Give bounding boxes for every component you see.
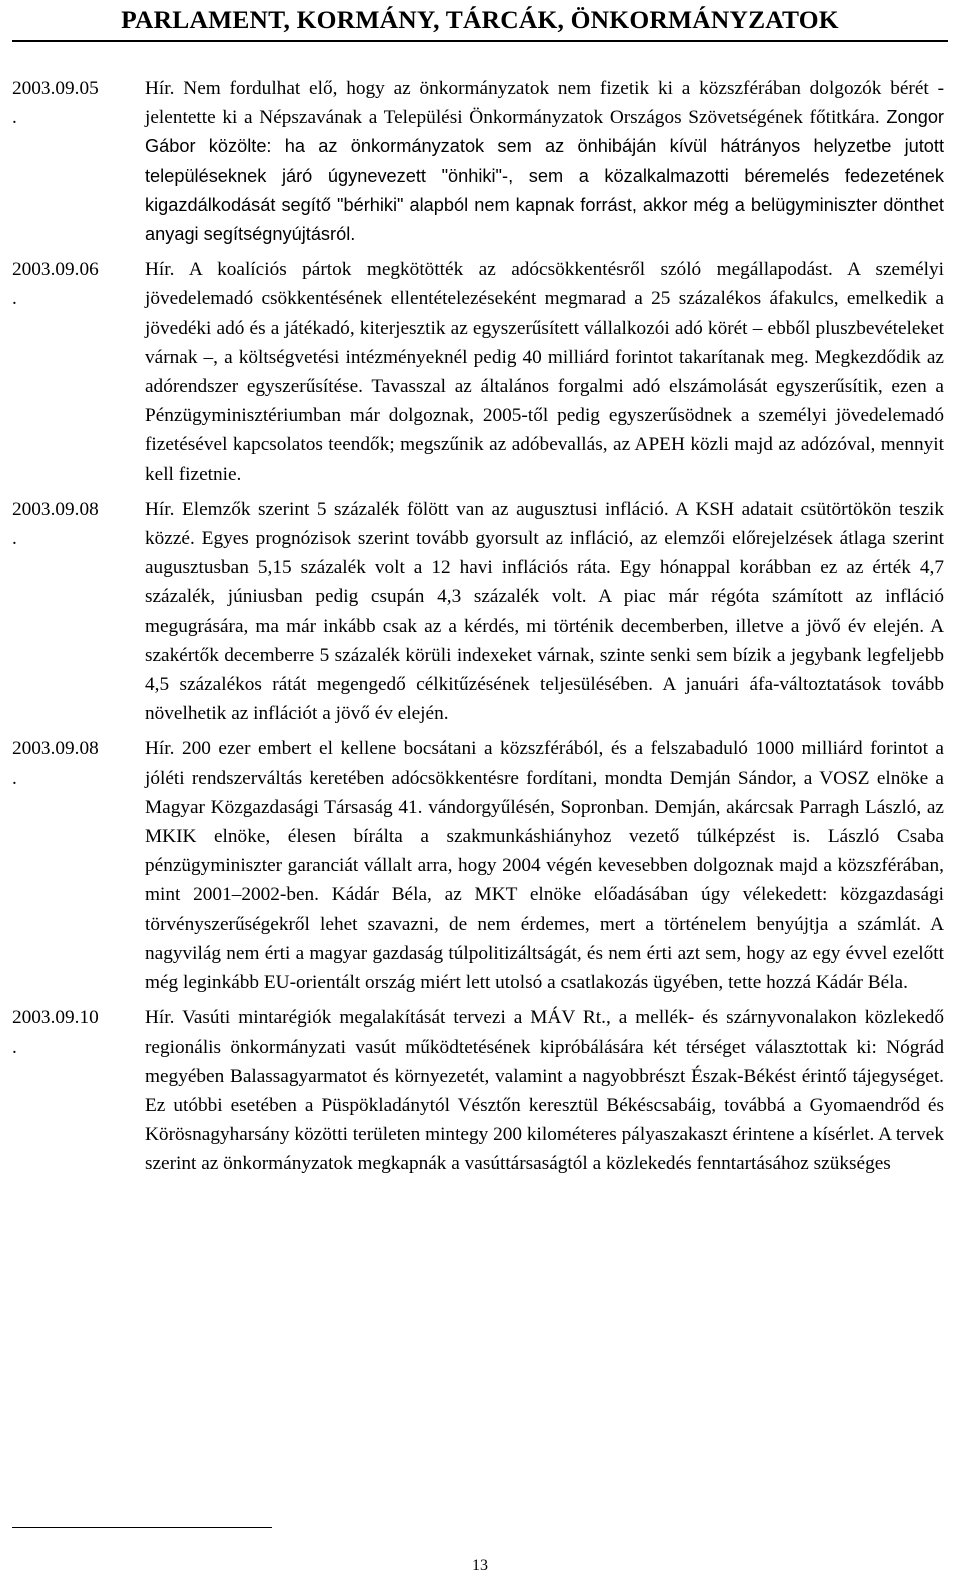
footer-divider	[12, 1527, 272, 1528]
entry-date: 2003.09.05 .	[12, 78, 99, 129]
entry-text: Hír. A koalíciós pártok megkötötték az adócsökkentésről szóló megállapodást. A személyi jövedelemadó csökkentésének ellentételezéseként megmarad a 25 százalékos áfakulcs, emelkedik a jövedéki adó és a játékadó, kiterjesztik az egyszerűsített vállalkozói adó körét – ebből pluszbevételeket várnak –, a költségvetési intézményeknél pedig 40 milliárd forintot takarítanak meg. Megkezdődik az adórendszer egyszerűsítése. Tavasszal az általános forgalmi adó elszámolását egyszerűsítik, ezen a Pénzügyminisztériumban már dolgoznak, 2005-től pedig egyszerűsödnek a személyi jövedelemadó fizetésével kapcsolatos teendők; megszűnik az adóbevallás, az APEH közli majd az adózóval, mennyit kell fizetnie.	[145, 259, 944, 485]
entry-text: Hír. Vasúti mintarégiók megalakítását tervezi a MÁV Rt., a mellék- és szárnyvonalakon közlekedő regionális önkormányzati vasút működtetésének kipróbálására két térséget választottak ki: Nógrád megyében Balassagyarmatot és környezetét, valamint a nagyobbrészt Észak-Békést érintő tájegységet. Ez utóbbi esetében a Püspökladánytól Vésztőn keresztül Békéscsabáig, továbbá a Gyomaendrőd és Körösnagyharsány közötti területen mintegy 200 kilométeres pályaszakaszt érintene a kísérlet. A tervek szerint az önkormányzatok megkapnák a vasúttársaságtól a közlekedés fenntartásához szükséges	[145, 1007, 944, 1175]
news-entries	[12, 74, 944, 1185]
news-entry	[12, 255, 944, 489]
page-number: 13	[472, 1557, 488, 1574]
entry-text	[145, 74, 944, 249]
entry-date: 2003.09.06 .	[12, 259, 99, 310]
entry-text: Hír. Elemzők szerint 5 százalék fölött van az augusztusi infláció. A KSH adatait csütörtökön teszik közzé. Egyes prognózisok szerint tovább gyorsult az infláció, az elemzői előrejelzések átlaga szerint augusztusban 5,15 százalék volt a 12 havi inflációs ráta. Egy hónappal korábban ez az érték 4,7 százalék, júniusban pedig csupán 4,3 százalék volt. A piac már régóta számított az infláció megugrására, ma már inkább csak az a kérdés, mi történik decemberben, illetve a jövő év elején. A szakértők decemberre 5 százalék körüli indexeket várnak, szinte senki sem bízik a jegybank legfeljebb 4,5 százalékos rátát megengedő célkitűzésének teljesülésében. A januári áfa-változtatások tovább növelhetik az inflációt a jövő év elején.	[145, 498, 944, 725]
news-entry	[12, 1003, 944, 1178]
section-title: PARLAMENT, KORMÁNY, TÁRCÁK, ÖNKORMÁNYZATOK	[121, 5, 839, 34]
entry-date: 2003.09.10 .	[12, 1007, 99, 1058]
entry-date: 2003.09.08 .	[12, 738, 99, 789]
entry-text-serif: Hír. Nem fordulhat elő, hogy az önkormányzatok nem fizetik ki a közszférában dolgozók bérét - jelentette ki a Népszavának a Települési Önkormányzatok Országos Szövetségének főtitkára.	[145, 78, 944, 129]
news-entry	[12, 74, 944, 249]
news-entry	[12, 495, 944, 729]
entry-text: Hír. 200 ezer embert el kellene bocsátani a közszférából, és a felszabaduló 1000 milliárd forintot a jóléti rendszerváltás keretében adócsökkentésre fordítani, mondta Demján Sándor, a VOSZ elnöke a Magyar Közgazdasági Társaság 41. vándorgyűlésén, Sopronban. Demján, akárcsak Parragh László, az MKIK elnöke, élesen bírálta a szakmunkáshiányhoz vezető túlképzést is. László Csaba pénzügyminiszter garanciát vállalt arra, hogy 2004 végén kevesebben dolgoznak majd a közszférában, mint 2001–2002-ben. Kádár Béla, az MKT elnöke előadásában úgy vélekedett: közgazdasági törvényszerűségekről lehet szavazni, de nem érdemes, mert a történelem benyújtja a számlát. A nagyvilág nem érti a magyar gazdaság túlpolitizáltságát, és nem érti azt sem, hogy az egy évvel ezelőtt még leginkább EU-orientált ország miért lett utolsó a csatlakozás ügyében, tette hozzá Kádár Béla.	[145, 738, 944, 994]
news-entry	[12, 734, 944, 997]
entry-date: 2003.09.08 .	[12, 498, 99, 550]
header-divider	[12, 40, 948, 42]
entry-text-sans: Zongor Gábor közölte: ha az önkormányzatok sem az önhibáján kívül hátrányos helyzetbe jutott településeknek járó úgynevezett "önhiki"-, sem a közalkalmazotti béremelés fedezetének kigazdálkodását segítő "bérhiki" alapból nem kapnak forrást, akkor még a belügyminiszter dönthet anyagi segítségnyújtásról.	[145, 107, 944, 245]
page-header	[0, 0, 960, 44]
